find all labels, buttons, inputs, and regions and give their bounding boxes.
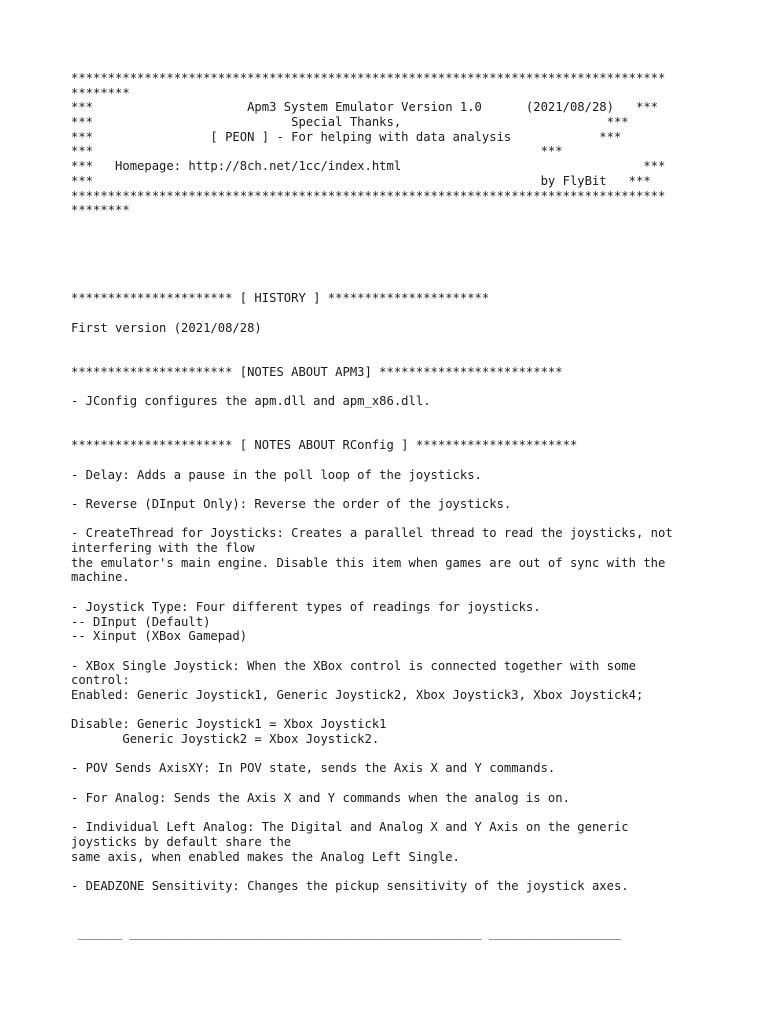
notes-apm3-item: - JConfig configures the apm.dll and apm_x86.dll.	[71, 394, 431, 409]
disable-line: Disable: Generic Joystick1 = Xbox Joystick1	[71, 717, 387, 732]
xbox-single-note	[71, 659, 711, 703]
joystick-type-line: - Joystick Type: Four different types of readings for joysticks.	[71, 599, 541, 614]
joystick-type-option: -- DInput (Default)	[71, 614, 211, 629]
createthread-line: machine.	[71, 570, 130, 585]
banner-peon-line: *** [ PEON ] - For helping with data analysis ***	[71, 129, 622, 144]
history-heading: ********************** [ HISTORY ] **********************	[71, 291, 490, 306]
joystick-type-note	[71, 600, 711, 644]
disable-note	[71, 717, 711, 746]
individual-analog-line: joysticks by default share the	[71, 834, 292, 849]
history-entry: First version (2021/08/28)	[71, 320, 262, 335]
reverse-note: - Reverse (DInput Only): Reverse the order of the joysticks.	[71, 497, 512, 512]
banner-byline: *** by FlyBit ***	[71, 173, 651, 188]
document-page	[71, 71, 711, 894]
xbox-single-line: Enabled: Generic Joystick1, Generic Joystick2, Xbox Joystick3, Xbox Joystick4;	[71, 687, 644, 702]
footer-underline-rule: ______ ________________________________________________ __________________	[78, 926, 621, 940]
notes-rconfig-heading: ********************** [ NOTES ABOUT RConfig ] **********************	[71, 438, 578, 453]
notes-apm3-heading: ********************** [NOTES ABOUT APM3] *************************	[71, 364, 563, 379]
createthread-line: the emulator's main engine. Disable this item when games are out of sync with the	[71, 555, 666, 570]
individual-analog-note	[71, 820, 711, 864]
banner-homepage-line: *** Homepage: http://8ch.net/1cc/index.html ***	[71, 159, 666, 174]
joystick-type-option: -- Xinput (XBox Gamepad)	[71, 629, 248, 644]
xbox-single-line: - XBox Single Joystick: When the XBox control is connected together with some	[71, 658, 636, 673]
createthread-line: interfering with the flow	[71, 541, 255, 556]
individual-analog-line: same axis, when enabled makes the Analog Left Single.	[71, 849, 460, 864]
banner-rule-top: *********************************************************************************	[71, 71, 666, 85]
banner-rule-bottom-wrap: ********	[71, 203, 130, 218]
history-section	[71, 291, 711, 335]
analog-note: - For Analog: Sends the Axis X and Y commands when the analog is on.	[71, 790, 570, 805]
notes-apm3-section	[71, 365, 711, 409]
banner-title-line: *** Apm3 System Emulator Version 1.0 (2021/08/28) ***	[71, 100, 658, 115]
deadzone-note: - DEADZONE Sensitivity: Changes the pickup sensitivity of the joystick axes.	[71, 878, 629, 893]
pov-note: - POV Sends AxisXY: In POV state, sends the Axis X and Y commands.	[71, 761, 556, 776]
banner	[71, 71, 711, 218]
individual-analog-line: - Individual Left Analog: The Digital and Analog X and Y Axis on the generic	[71, 820, 629, 835]
banner-rule-bottom: *********************************************************************************	[71, 188, 666, 203]
disable-line: Generic Joystick2 = Xbox Joystick2.	[71, 732, 380, 747]
xbox-single-line: control:	[71, 673, 130, 688]
createthread-note	[71, 526, 711, 585]
banner-blank-line: *** ***	[71, 144, 563, 159]
createthread-line: - CreateThread for Joysticks: Creates a parallel thread to read the joysticks, not	[71, 526, 673, 541]
delay-note: - Delay: Adds a pause in the poll loop of the joysticks.	[71, 467, 482, 482]
banner-rule-top-wrap: ********	[71, 85, 130, 100]
banner-thanks-line: *** Special Thanks, ***	[71, 115, 629, 130]
notes-rconfig-section	[71, 438, 711, 893]
